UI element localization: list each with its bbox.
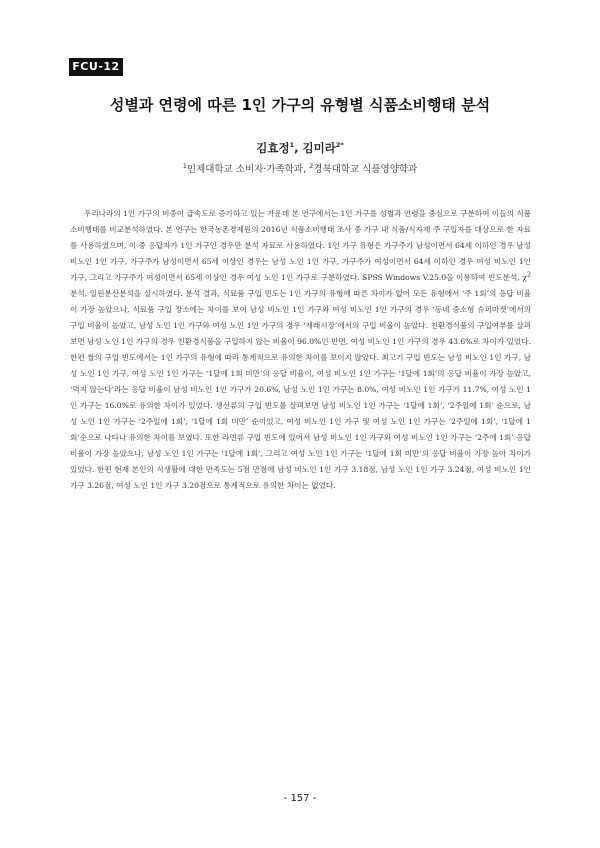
- author-separator: ,: [294, 141, 303, 155]
- author-name: 김효정: [256, 141, 290, 155]
- affiliation-text: 경북대학교 식품영양학과: [313, 164, 418, 175]
- author-affiliation-mark: 2*: [335, 141, 344, 150]
- session-badge: FCU-12: [69, 58, 123, 76]
- author-name: 김미라: [302, 141, 336, 155]
- affiliation-text: 인제대학교 소비자·가족학과,: [186, 164, 310, 175]
- abstract-text: 분석, 일원분산분석을 실시하였다. 분석 결과, 식료품 구입 빈도는 1인 가구의 유형에 따른 차이가 없어 모든 유형에서 ‘주 1회’의 응답 비율이 가장 높았으나, 식료품 구입 장소에는 차이를 보여 남성 비노인 1인 가구와 여성 비노인 1인 가구의 경우 ‘동네 중소형 슈퍼마켓’에서의 구입 비율이 높았고, 남성 노인 1인 가구와 여성 노인 1인 가구의 경우 ‘재래시장’에서의 구입 비율이 높았다. 친환경식품의 구입여부를 살펴보면 남성 노인 1인 가구의 경우 친환경식품을 구입하지 않는 비율이 96.0%인 반면, 여성 비노인 1인 가구의 경우 43.6%로 차이가 있었다. 한편 쌀의 구입 빈도에서는 1인 가구의 유형에 따라 통계적으로 유의한 차이를 보이지 않았다. 최고기 구입 빈도는 남성 비노인 1인 가구, 남성 노인 1인 가구, 여성 노인 1인 가구는 ‘1달에 1회 미만’의 응답 비율이, 여성 비노인 1인 가구는 ‘1달에 1회’의 응답 비율이 가장 높았고, ‘먹지 않는다’라는 응답 비율이 남성 비노인 1인 가구가 20.6%, 남성 노인 1인 가구는 8.0%, 여성 비노인 1인 가구가 11.7%, 여성 노인 1인 가구는 16.0%로 유의한 차이가 있었다. 생선류의 구입 빈도를 살펴보면 남성 비노인 1인 가구는 ‘1달에 1회’, ‘2주일에 1회’ 순으로, 남성 노인 1인 가구는 ‘2주일에 1회’, ‘1달에 1회 미만’ 순이었고, 여성 비노인 1인 가구 및 여성 노인 1인 가구는 ‘2주일에 1회’, ‘1달에 1회’순으로 나타나 유의한 차이를 보였다. 또한 라면류 구입 빈도에 있어서 남성 비노인 1인 가구와 여성 비노인 1인 가구는 ‘2주에 1회’ 응답 비율이 가장 높았으나, 남성 노인 1인 가구는 ‘1달에 1회’, 그리고 여성 노인 1인 가구는 ‘1달에 1회 미만’의 응답 비율이 가장 높아 차이가 있었다. 한편 현재 본인의 식생활에 대한 만족도는 5점 만점에 남성 비노인 1인 가구 3.18점, 남성 노인 1인 가구 3.24점, 여성 비노인 1인 가구 3.26점, 여성 노인 1인 가구 3.20점으로 통계적으로 유의한 차이는 없었다.: [70, 289, 531, 490]
- author-line: [0, 140, 600, 156]
- paper-title: 성별과 연령에 따른 1인 가구의 유형별 식품소비행태 분석: [109, 96, 491, 114]
- abstract-body: [70, 206, 531, 494]
- chi-square-superscript: 2: [526, 270, 531, 279]
- affiliation-mark: 2: [309, 161, 314, 170]
- author-affiliation-mark: 1: [289, 141, 295, 150]
- page-number: - 157 -: [283, 793, 317, 804]
- affiliation-mark: 1: [182, 161, 187, 170]
- abstract-text: 우리나라의 1인 가구의 비중이 급속도로 증가하고 있는 가운데 본 연구에서는 1인 가구를 성별과 연령을 중심으로 구분하여 이들의 식품소비행태를 비교분석하였다. 본 연구는 한국농촌경제원의 2016년 식품소비행태 조사 중 가구 내 식품/식자재 주 구입자를 대상으로 한 자료를 사용하였으며, 이 중 응답자가 1인 가구인 경우만 분석 자료로 사용하였다. 1인 가구 유형은 가구주가 남성이면서 64세 이하인 경우 남성 비노인 1인 가구, 가구주가 남성이면서 65세 이상인 경우는 남성 노인 1인 가구, 가구주가 여성이면서 64세 이하인 경우 여성 비노인 1인 가구, 그리고 가구주가 여성이면서 65세 이상인 경우 여성 노인 1인 가구로 구분하였다. SPSS Windows V.25.0을 이용하여 빈도분석, χ: [70, 209, 531, 282]
- affiliation-line: [0, 161, 600, 175]
